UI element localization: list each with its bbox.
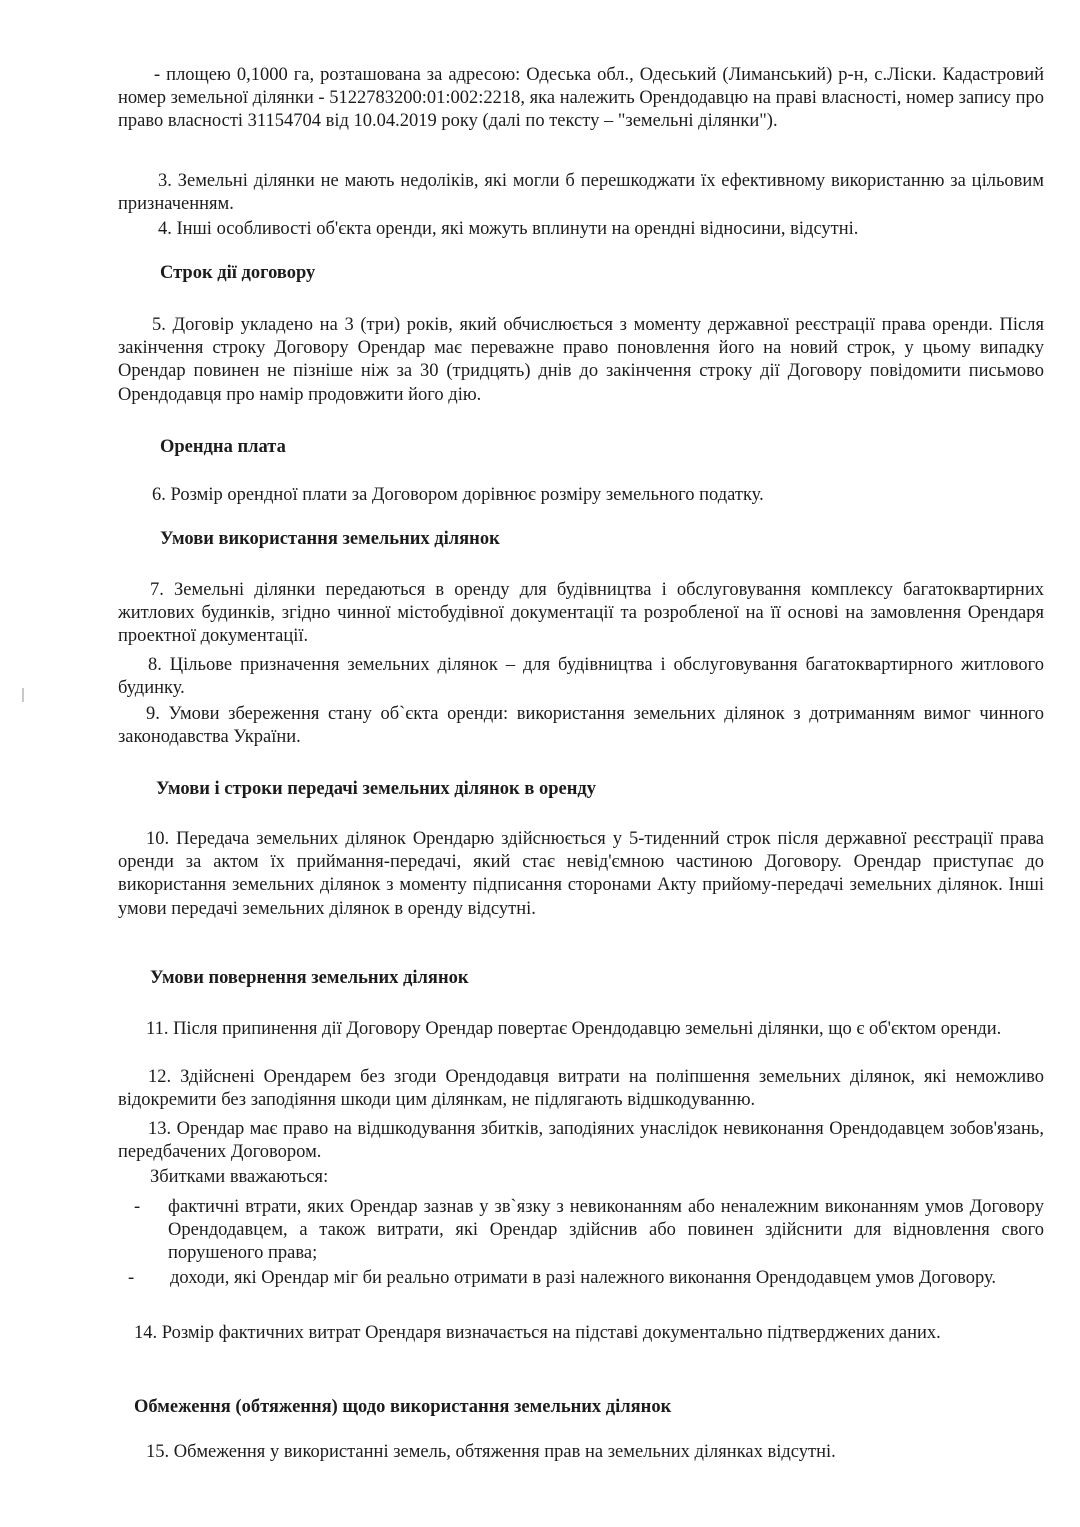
heading-transfer: Умови і строки передачі земельних ділянок в оренду [156,779,596,799]
scan-margin-mark [22,688,24,702]
paragraph-13: 13. Орендар має право на відшкодування збитків, заподіяних унаслідок невиконання Орендодавцем зобов'язань, передбачених Договором. [118,1119,1044,1163]
heading-term: Строк дії договору [160,263,316,283]
heading-use: Умови використання земельних ділянок [160,529,500,549]
bullet-item-1: фактичні втрати, яких Орендар зазнав у зв`язку з невиконанням або неналежним виконанням умов Договору Орендодавцем, а також витрати, які Орендар здійснив або повинен здійснити для відновлення свого порушеного права; [168,1197,1044,1264]
paragraph-9: 9. Умови збереження стану об`єкта оренди: використання земельних ділянок з дотриманням вимог чинного законодавства України. [118,704,1044,748]
paragraph-8: 8. Цільове призначення земельних ділянок – для будівництва і обслуговування багатоквартирного житлового будинку. [118,655,1044,699]
bullet-dash-1: - [134,1197,141,1217]
heading-rent: Орендна плата [160,437,286,457]
paragraph-land-plot: - площею 0,1000 га, розташована за адресою: Одеська обл., Одеський (Лиманський) р-н, с.Ліски. Кадастровий номер земельної ділянки - 5122783200:01:002:2218, яка належить Орендодавцю на праві власності, номер запису про право власності 31154704 від 10.04.2019 року (далі по тексту – "земельні ділянки"). [118,65,1044,132]
paragraph-11: 11. Після припинення дії Договору Орендар повертає Орендодавцю земельні ділянки, що є об'єктом оренди. [146,1019,1002,1039]
paragraph-7: 7. Земельні ділянки передаються в оренду для будівництва і обслуговування комплексу багатоквартирних житлових будинків, згідно чинної містобудівної документації та розробленої на її основі на замовлення Орендаря проектної документації. [118,580,1044,647]
losses-label: Збитками вважаються: [150,1167,329,1187]
paragraph-15: 15. Обмеження у використанні земель, обтяження прав на земельних ділянках відсутні. [146,1442,836,1462]
paragraph-6: 6. Розмір орендної плати за Договором дорівнює розміру земельного податку. [152,485,764,505]
heading-restrictions: Обмеження (обтяження) щодо використання земельних ділянок [134,1397,672,1417]
heading-return: Умови повернення земельних ділянок [150,968,469,988]
paragraph-4: 4. Інші особливості об'єкта оренди, які можуть вплинути на орендні відносини, відсутні. [158,219,859,239]
paragraph-5: 5. Договір укладено на 3 (три) років, який обчислюється з моменту державної реєстрації права оренди. Після закінчення строку Договору Орендар має переважне право поновлення його на новий строк, у цьому випадку Орендар повинен не пізніше ніж за 30 (тридцять) днів до закінчення строку дії Договору повідомити письмово Орендодавця про намір продовжити його дію. [118,315,1044,405]
paragraph-14: 14. Розмір фактичних витрат Орендаря визначається на підставі документально підтверджених даних. [134,1323,941,1343]
bullet-dash-2: - [128,1268,135,1288]
paragraph-3: 3. Земельні ділянки не мають недоліків, які могли б перешкоджати їх ефективному використанню за цільовим призначенням. [118,171,1044,215]
paragraph-12: 12. Здійснені Орендарем без згоди Орендодавця витрати на поліпшення земельних ділянок, які неможливо відокремити без заподіяння шкоди цим ділянкам, не підлягають відшкодуванню. [118,1067,1044,1111]
bullet-item-2: доходи, які Орендар міг би реально отримати в разі належного виконання Орендодавцем умов Договору. [170,1268,997,1288]
paragraph-10: 10. Передача земельних ділянок Орендарю здійснюється у 5-тиденний строк після державної реєстрації права оренди за актом їх приймання-передачі, який стає невід'ємною частиною Договору. Орендар приступає до використання земельних ділянок з моменту підписання сторонами Акту прийому-передачі земельних ділянок. Інші умови передачі земельних ділянок в оренду відсутні. [118,829,1044,919]
